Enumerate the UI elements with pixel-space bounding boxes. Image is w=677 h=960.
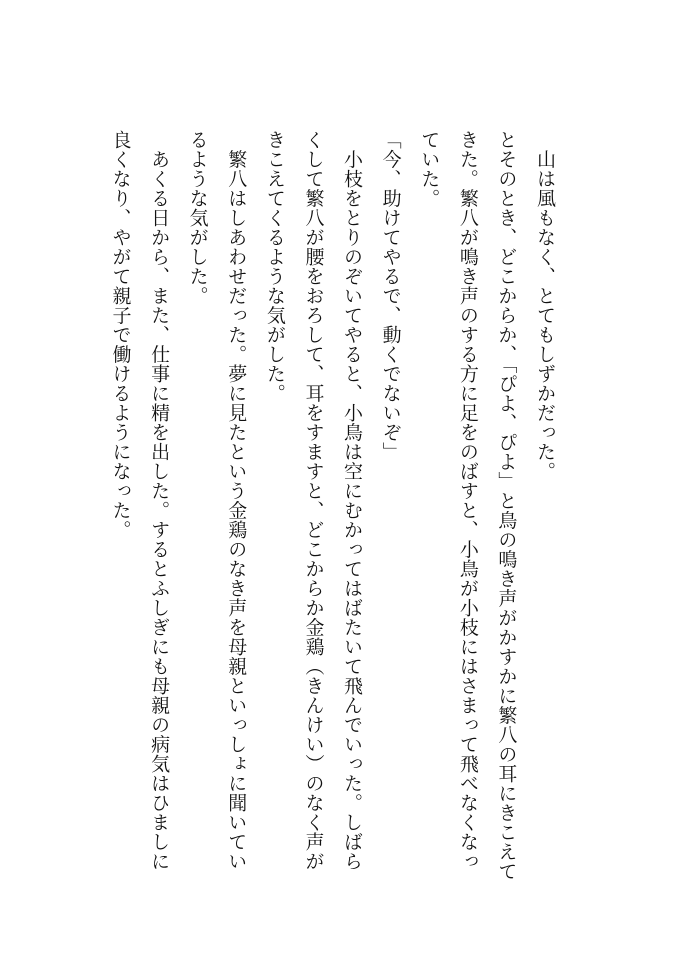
paragraph-2: とそのとき、どこからか、「ぴよ、ぴよ」と鳥の鳴き声がかすかに繁八の耳にきこえてきた。繁八が鳴き声のする方に足をのばすと、小鳥が小枝にはさまって飛べなくなっていた。 (418, 130, 518, 881)
paragraph-3-dialogue: 「今、助けてやるで、動くでないぞ」 (379, 130, 402, 462)
vertical-text-body (104, 130, 564, 890)
paragraph-6: あくる日から、また、仕事に精を出した。するとふしぎにも母親の病気はひましに良くなり、やがて親子で働けるようになった。 (109, 130, 171, 871)
paragraph-5: 繁八はしあわせだった。夢に見たという金鶏のなき声を母親といっしょに聞いているような気がした。 (186, 130, 248, 871)
paragraph-1: 山は風もなく、とてもしずかだった。 (534, 130, 556, 481)
paragraph-4: 小枝をとりのぞいてやると、小鳥は空にむかってはばたいて飛んでいった。しばらくして繁八が腰をおろして、耳をすますと、どこからか金鶏（きんけい）のなく声がきこえてくるような気がした。 (263, 130, 364, 871)
